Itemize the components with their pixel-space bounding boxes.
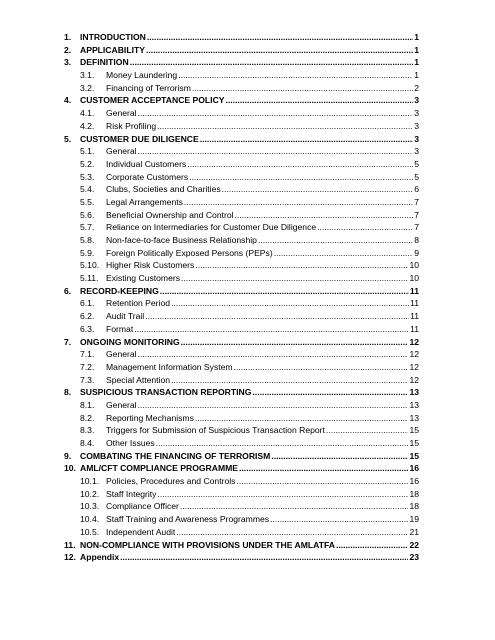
toc-entry-number: 5.: [64, 133, 72, 144]
toc-section-entry[interactable]: [64, 386, 419, 399]
toc-subsection-entry[interactable]: [64, 361, 419, 374]
table-of-contents: [64, 31, 419, 564]
toc-dot-leader: [274, 247, 414, 260]
toc-entry-number: 4.2.: [80, 120, 95, 131]
toc-entry-number: 7.2.: [80, 361, 95, 372]
toc-entry-number: 10.4.: [80, 514, 100, 525]
toc-section-entry[interactable]: [64, 539, 419, 552]
toc-entry-page-number: 19: [409, 514, 419, 525]
toc-entry-title: Individual Customers: [106, 158, 187, 169]
toc-entry-title: ONGOING MONITORING: [80, 336, 180, 347]
toc-dot-leader: [147, 31, 413, 44]
toc-entry-title: Format: [106, 323, 134, 334]
toc-entry-number: 10.: [64, 463, 76, 474]
toc-entry-number: 10.1.: [80, 476, 100, 487]
toc-dot-leader: [145, 310, 409, 323]
toc-entry-page-number: 1: [414, 70, 419, 81]
toc-subsection-entry[interactable]: [64, 310, 419, 323]
toc-dot-leader: [134, 323, 409, 336]
toc-entry-page-number: 15: [409, 438, 419, 448]
toc-entry-page-number: 22: [409, 539, 419, 550]
toc-entry-title: Existing Customers: [106, 273, 181, 284]
toc-section-entry[interactable]: [64, 94, 419, 107]
toc-dot-leader: [234, 361, 409, 374]
toc-dot-leader: [120, 551, 408, 564]
toc-entry-number: 12.: [64, 552, 76, 563]
toc-entry-page-number: 1: [414, 44, 419, 55]
toc-entry-number: 3.1.: [80, 70, 95, 81]
toc-entry-page-number: 13: [409, 399, 419, 410]
toc-entry-page-number: 11: [409, 285, 419, 296]
toc-entry-page-number: 11: [410, 311, 419, 322]
toc-entry-title: DEFINITION: [80, 57, 129, 68]
toc-dot-leader: [178, 69, 413, 82]
toc-entry-page-number: 3: [414, 95, 419, 106]
toc-entry-page-number: 12: [409, 374, 419, 385]
toc-entry-title: Corporate Customers: [106, 171, 189, 182]
toc-dot-leader: [189, 171, 413, 184]
toc-entry-title: APPLICABILITY: [80, 44, 145, 55]
toc-entry-title: Non-face-to-face Business Relationship: [106, 235, 257, 245]
toc-entry-title: Higher Risk Customers: [106, 260, 195, 271]
toc-dot-leader: [226, 94, 414, 107]
toc-entry-page-number: 1: [414, 32, 419, 42]
toc-entry-page-number: 3: [414, 146, 419, 157]
toc-section-entry[interactable]: [64, 44, 419, 57]
toc-section-entry[interactable]: [64, 450, 419, 463]
toc-entry-number: 5.10.: [80, 260, 100, 271]
toc-subsection-entry[interactable]: [64, 323, 419, 336]
toc-entry-title: Clubs, Societies and Charities: [106, 184, 221, 195]
toc-section-entry[interactable]: [64, 336, 419, 349]
toc-entry-page-number: 15: [409, 425, 419, 436]
toc-entry-title: Other Issues: [106, 438, 155, 448]
toc-dot-leader: [181, 272, 408, 285]
toc-entry-number: 3.2.: [80, 82, 95, 93]
toc-dot-leader: [184, 196, 413, 209]
toc-entry-number: 2.: [64, 44, 72, 55]
toc-subsection-entry[interactable]: [64, 488, 419, 501]
toc-entry-page-number: 9: [414, 247, 419, 258]
toc-entry-title: CUSTOMER ACCEPTANCE POLICY: [80, 95, 225, 106]
toc-entry-number: 5.1.: [80, 146, 95, 157]
toc-entry-title: Independent Audit: [106, 526, 176, 537]
toc-entry-number: 5.5.: [80, 196, 95, 207]
toc-dot-leader: [171, 374, 408, 387]
toc-entry-title: SUSPICIOUS TRANSACTION REPORTING: [80, 387, 252, 398]
toc-entry-title: Reporting Mechanisms: [106, 412, 194, 423]
toc-entry-page-number: 11: [410, 298, 419, 309]
toc-section-entry[interactable]: [64, 551, 419, 564]
toc-subsection-entry[interactable]: [64, 399, 419, 412]
toc-entry-title: CUSTOMER DUE DILIGENCE: [80, 133, 199, 144]
toc-entry-title: COMBATING THE FINANCING OF TERRORISM: [80, 450, 271, 461]
toc-subsection-entry[interactable]: [64, 297, 419, 310]
toc-entry-page-number: 3: [414, 120, 419, 131]
toc-subsection-entry[interactable]: [64, 209, 419, 222]
toc-entry-page-number: 7: [414, 209, 419, 220]
toc-entry-page-number: 12: [409, 361, 419, 372]
toc-dot-leader: [176, 526, 408, 539]
toc-entry-title: Compliance Officer: [106, 501, 179, 512]
toc-entry-title: INTRODUCTION: [80, 32, 146, 42]
toc-entry-page-number: 16: [409, 476, 419, 487]
toc-section-entry[interactable]: [64, 31, 419, 44]
toc-entry-title: Appendix: [80, 552, 120, 563]
toc-entry-title: Money Laundering: [106, 70, 178, 81]
toc-entry-title: Management Information System: [106, 361, 233, 372]
toc-entry-page-number: 23: [409, 552, 419, 563]
toc-entry-title: Special Attention: [106, 374, 171, 385]
toc-dot-leader: [181, 336, 409, 349]
toc-dot-leader: [192, 82, 413, 95]
toc-entry-title: NON-COMPLIANCE WITH PROVISIONS UNDER THE AMLATFA: [80, 539, 335, 550]
toc-entry-title: AML/CFT COMPLIANCE PROGRAMME: [80, 463, 239, 474]
toc-entry-number: 4.: [64, 95, 72, 106]
toc-dot-leader: [326, 424, 409, 437]
toc-entry-number: 6.3.: [80, 323, 95, 334]
toc-entry-title: Foreign Politically Exposed Persons (PEPs): [106, 247, 273, 258]
toc-subsection-entry[interactable]: [64, 120, 419, 133]
toc-dot-leader: [270, 513, 408, 526]
toc-entry-number: 10.2.: [80, 488, 100, 499]
toc-entry-title: RECORD-KEEPING: [80, 285, 159, 296]
toc-entry-number: 8.4.: [80, 438, 95, 448]
toc-entry-number: 6.2.: [80, 311, 95, 322]
toc-dot-leader: [200, 133, 413, 146]
toc-dot-leader: [239, 462, 408, 475]
toc-dot-leader: [258, 234, 413, 247]
toc-subsection-entry[interactable]: [64, 234, 419, 247]
toc-entry-title: Reliance on Intermediaries for Customer Due Diligence: [106, 222, 317, 233]
toc-entry-page-number: 2: [414, 82, 419, 93]
toc-dot-leader: [222, 183, 414, 196]
toc-entry-number: 8.2.: [80, 412, 95, 423]
toc-entry-number: 1.: [64, 32, 72, 42]
toc-entry-page-number: 13: [409, 387, 419, 398]
toc-dot-leader: [336, 539, 408, 552]
toc-subsection-entry[interactable]: [64, 513, 419, 526]
toc-entry-page-number: 1: [414, 57, 419, 68]
toc-entry-page-number: 13: [409, 412, 419, 423]
toc-entry-page-number: 10: [409, 273, 419, 284]
toc-entry-page-number: 15: [409, 450, 419, 461]
toc-section-entry[interactable]: [64, 285, 419, 298]
toc-dot-leader: [235, 209, 414, 222]
toc-entry-number: 5.4.: [80, 184, 95, 195]
toc-entry-number: 11.: [64, 539, 76, 550]
toc-entry-number: 5.6.: [80, 209, 95, 220]
toc-entry-number: 9.: [64, 450, 72, 461]
toc-subsection-entry[interactable]: [64, 69, 419, 82]
toc-dot-leader: [252, 386, 408, 399]
toc-subsection-entry[interactable]: [64, 196, 419, 209]
toc-entry-title: Retention Period: [106, 298, 171, 309]
toc-dot-leader: [157, 488, 408, 501]
toc-subsection-entry[interactable]: [64, 412, 419, 425]
toc-entry-page-number: 18: [409, 488, 419, 499]
toc-entry-page-number: 5: [414, 171, 419, 182]
toc-entry-page-number: 10: [409, 260, 419, 271]
toc-subsection-entry[interactable]: [64, 158, 419, 171]
toc-dot-leader: [138, 107, 414, 120]
toc-dot-leader: [195, 259, 408, 272]
toc-subsection-entry[interactable]: [64, 247, 419, 260]
toc-entry-number: 5.8.: [80, 235, 95, 245]
toc-entry-title: General: [106, 146, 137, 157]
toc-section-entry[interactable]: [64, 133, 419, 146]
toc-entry-page-number: 18: [409, 501, 419, 512]
toc-section-entry[interactable]: [64, 462, 419, 475]
toc-entry-title: Beneficial Ownership and Control: [106, 209, 234, 220]
toc-entry-page-number: 6: [414, 184, 419, 195]
toc-entry-title: Audit Trail: [106, 311, 145, 322]
toc-dot-leader: [138, 348, 409, 361]
toc-entry-title: General: [106, 349, 137, 360]
toc-entry-number: 10.3.: [80, 501, 100, 512]
toc-entry-page-number: 7: [414, 196, 419, 207]
toc-entry-page-number: 11: [410, 323, 419, 334]
toc-entry-number: 8.1.: [80, 399, 95, 410]
toc-entry-number: 7.: [64, 336, 72, 347]
toc-entry-page-number: 5: [414, 158, 419, 169]
toc-entry-title: General: [106, 399, 137, 410]
toc-dot-leader: [156, 437, 409, 450]
toc-dot-leader: [236, 475, 408, 488]
toc-entry-page-number: 3: [414, 108, 419, 119]
toc-dot-leader: [171, 297, 409, 310]
toc-entry-number: 7.1.: [80, 349, 95, 360]
toc-entry-number: 5.2.: [80, 158, 95, 169]
toc-dot-leader: [146, 44, 413, 57]
toc-entry-number: 3.: [64, 57, 72, 68]
toc-dot-leader: [195, 412, 409, 425]
toc-entry-number: 8.3.: [80, 425, 95, 436]
toc-entry-number: 6.1.: [80, 298, 95, 309]
toc-entry-page-number: 3: [414, 133, 419, 144]
toc-subsection-entry[interactable]: [64, 171, 419, 184]
toc-subsection-entry[interactable]: [64, 500, 419, 513]
toc-subsection-entry[interactable]: [64, 82, 419, 95]
toc-subsection-entry[interactable]: [64, 348, 419, 361]
toc-entry-page-number: 16: [409, 463, 419, 474]
toc-entry-title: Legal Arrangements: [106, 196, 183, 207]
toc-section-entry[interactable]: [64, 56, 419, 69]
toc-dot-leader: [317, 221, 413, 234]
toc-entry-number: 4.1.: [80, 108, 95, 119]
toc-subsection-entry[interactable]: [64, 374, 419, 387]
toc-dot-leader: [157, 120, 413, 133]
toc-entry-number: 6.: [64, 285, 72, 296]
toc-subsection-entry[interactable]: [64, 437, 419, 450]
toc-dot-leader: [180, 500, 409, 513]
toc-subsection-entry[interactable]: [64, 272, 419, 285]
toc-dot-leader: [130, 56, 414, 69]
toc-dot-leader: [187, 158, 413, 171]
toc-entry-page-number: 12: [409, 349, 419, 360]
toc-entry-title: Staff Integrity: [106, 488, 157, 499]
toc-entry-number: 7.3.: [80, 374, 95, 385]
toc-dot-leader: [138, 399, 409, 412]
toc-entry-number: 10.5.: [80, 526, 100, 537]
toc-dot-leader: [138, 145, 414, 158]
toc-dot-leader: [160, 285, 409, 298]
toc-entry-title: General: [106, 108, 137, 119]
toc-entry-page-number: 12: [409, 336, 419, 347]
toc-subsection-entry[interactable]: [64, 221, 419, 234]
toc-entry-page-number: 8: [414, 235, 419, 245]
toc-entry-page-number: 21: [409, 526, 419, 537]
toc-entry-number: 5.11.: [80, 273, 99, 284]
toc-entry-title: Triggers for Submission of Suspicious Transaction Report: [106, 425, 325, 436]
toc-subsection-entry[interactable]: [64, 475, 419, 488]
toc-entry-title: Policies, Procedures and Controls: [106, 476, 236, 487]
toc-entry-title: Risk Profiling: [106, 120, 157, 131]
toc-dot-leader: [271, 450, 408, 463]
toc-entry-title: Financing of Terrorism: [106, 82, 191, 93]
toc-subsection-entry[interactable]: [64, 526, 419, 539]
toc-entry-number: 5.7.: [80, 222, 95, 233]
toc-entry-number: 5.3.: [80, 171, 95, 182]
toc-entry-number: 5.9.: [80, 247, 95, 258]
toc-entry-page-number: 7: [414, 222, 419, 233]
toc-subsection-entry[interactable]: [64, 145, 419, 158]
toc-subsection-entry[interactable]: [64, 259, 419, 272]
toc-entry-title: Staff Training and Awareness Programmes: [106, 514, 270, 525]
toc-entry-number: 8.: [64, 387, 72, 398]
toc-subsection-entry[interactable]: [64, 424, 419, 437]
toc-subsection-entry[interactable]: [64, 107, 419, 120]
toc-subsection-entry[interactable]: [64, 183, 419, 196]
